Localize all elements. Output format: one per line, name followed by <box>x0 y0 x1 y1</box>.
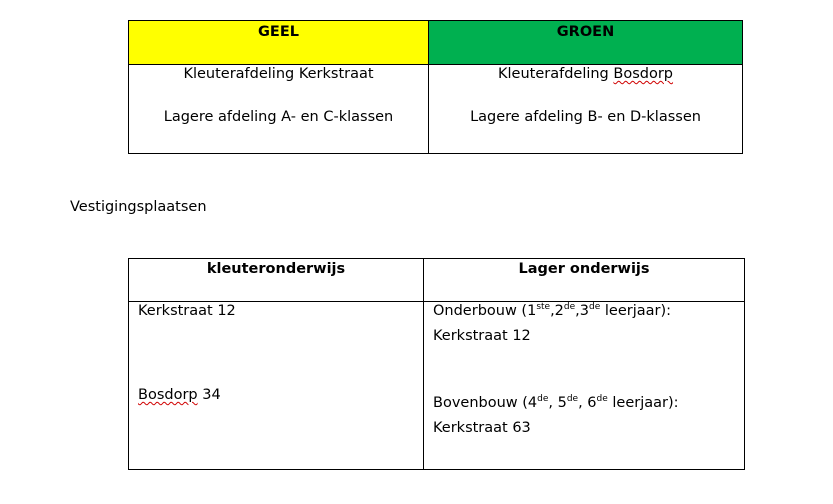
green-group-kleuter <box>429 66 742 82</box>
section-heading: Vestigingsplaatsen <box>70 199 207 215</box>
onderbouw-sup-2: de <box>563 302 576 312</box>
onderbouw-sup-1: ste <box>536 302 551 312</box>
lager-column <box>423 259 744 469</box>
onderbouw-address: Kerkstraat 12 <box>433 328 531 344</box>
kleuter-header: kleuteronderwijs <box>129 259 423 302</box>
green-group-column <box>428 21 742 153</box>
kleuter-entry-bosdorp <box>138 387 221 403</box>
yellow-group-lager: Lagere afdeling A- en C-klassen <box>163 109 394 125</box>
spellcheck-flagged-word[interactable]: Bosdorp <box>613 66 674 82</box>
kleuter-column <box>129 259 423 469</box>
onderbouw-sup-3: de <box>589 302 601 312</box>
yellow-group-kleuter: Kleuterafdeling Kerkstraat <box>183 66 374 82</box>
color-groups-table <box>128 20 743 154</box>
bovenbouw-address: Kerkstraat 63 <box>433 420 531 436</box>
kleuter-entry-kerkstraat: Kerkstraat 12 <box>138 303 236 319</box>
yellow-group-header: GEEL <box>129 21 428 65</box>
bovenbouw-text-3: , 6 <box>578 395 597 411</box>
spellcheck-flagged-word[interactable]: Bosdorp <box>138 387 198 403</box>
onderbouw-label <box>433 303 671 319</box>
bovenbouw-text-1: Bovenbouw (4 <box>433 395 538 411</box>
onderbouw-text-1: Onderbouw (1 <box>433 303 537 319</box>
locations-table <box>128 258 745 470</box>
kleuter-entry-bosdorp-number: 34 <box>197 387 221 403</box>
bovenbouw-text-4: leerjaar): <box>607 395 679 411</box>
green-group-kleuter-prefix: Kleuterafdeling <box>497 66 614 82</box>
bovenbouw-sup-1: de <box>537 394 549 404</box>
yellow-group-column <box>129 21 428 153</box>
bovenbouw-sup-2: de <box>566 394 579 404</box>
bovenbouw-label <box>433 395 679 411</box>
onderbouw-text-3: ,3 <box>575 303 590 319</box>
onderbouw-text-4: leerjaar): <box>600 303 672 319</box>
onderbouw-text-2: ,2 <box>550 303 564 319</box>
green-group-lager: Lagere afdeling B- en D-klassen <box>470 109 701 125</box>
bovenbouw-sup-3: de <box>596 394 608 404</box>
lager-header: Lager onderwijs <box>424 259 744 302</box>
bovenbouw-text-2: , 5 <box>548 395 567 411</box>
green-group-header: GROEN <box>429 21 742 65</box>
